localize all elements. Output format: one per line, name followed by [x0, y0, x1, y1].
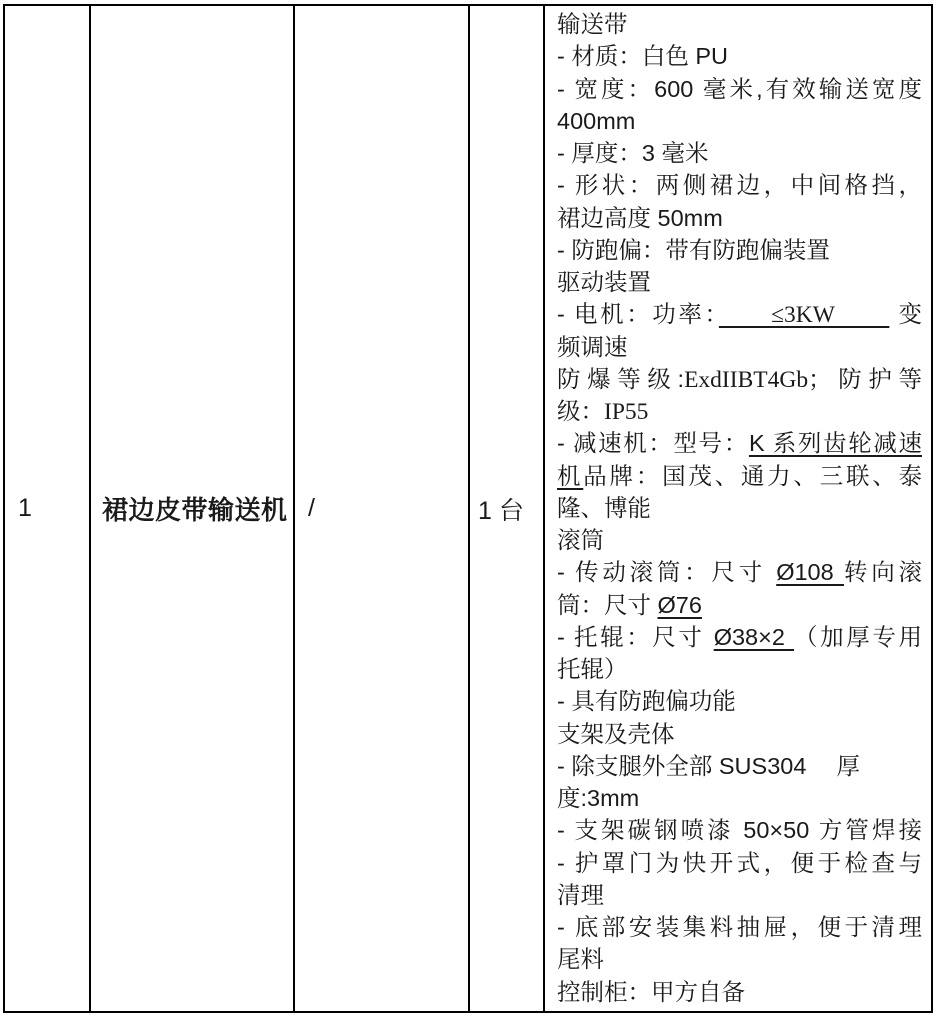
spec-line — [557, 589, 922, 621]
spec-text: 尾料 — [557, 946, 604, 973]
spec-line — [557, 169, 922, 201]
spec-line — [557, 202, 922, 234]
spec-text: - 形状：两侧裙边，中间格挡， — [557, 172, 922, 199]
spec-line — [557, 363, 922, 395]
spec-text: 滚筒 — [557, 527, 604, 553]
spec-line — [557, 73, 922, 105]
spec-line — [557, 879, 922, 911]
spec-text: - 防跑偏：带有防跑偏装置 — [557, 236, 830, 263]
spec-text: 清理 — [557, 881, 604, 908]
spec-text: 托辊） — [557, 656, 628, 682]
spec-text: 频调速 — [557, 333, 628, 360]
spec-text: 隆、博能 — [557, 494, 651, 521]
spec-line — [557, 943, 922, 975]
spec-text: 输送带 — [557, 11, 628, 37]
spec-line — [557, 105, 922, 137]
spec-text: 度:3mm — [557, 785, 640, 811]
equipment-spec-table — [3, 4, 933, 1013]
spec-line — [557, 814, 922, 846]
spec-text: 品牌：国茂、通力、三联、泰 — [583, 462, 922, 489]
spec-text: - 传动滚筒：尺寸 — [557, 559, 777, 586]
spec-text: 转向滚 — [843, 559, 922, 586]
spec-underlined-text: Ø76 — [657, 591, 702, 618]
spec-text: 防爆等级: — [557, 365, 685, 392]
spec-underlined-text: K 系列齿轮减速 — [748, 430, 922, 457]
spec-text: 筒：尺寸 — [557, 591, 658, 618]
spec-line — [557, 556, 922, 588]
model-value: / — [308, 494, 315, 522]
spec-text: 变 — [889, 301, 922, 328]
spec-text: - 支架碳钢喷漆 50×50 方管焊接 — [557, 817, 922, 844]
spec-text: - 减速机：型号： — [557, 430, 749, 457]
spec-line — [557, 40, 922, 72]
cell-model — [293, 6, 468, 1011]
spec-line — [557, 234, 922, 266]
quantity-value: 1 台 — [478, 496, 524, 525]
spec-line — [557, 266, 922, 298]
cell-item-number — [5, 6, 89, 1011]
spec-line — [557, 750, 922, 782]
spec-text: - 托辊：尺寸 — [557, 623, 714, 650]
spec-line — [557, 395, 922, 427]
spec-text: - 除支腿外全部 SUS304 厚 — [557, 752, 860, 779]
cell-quantity — [468, 6, 543, 1011]
spec-line — [557, 460, 922, 492]
spec-text: 400mm — [557, 107, 636, 134]
spec-text: 控制柜：甲方自备 — [557, 978, 745, 1005]
spec-line — [557, 718, 922, 750]
spec-line — [557, 331, 922, 363]
spec-text: 级： — [557, 398, 604, 424]
cell-equipment-name — [89, 6, 293, 1011]
spec-text: - 厚度：3 毫米 — [557, 140, 709, 166]
spec-underlined-text: ≤3KW — [718, 302, 890, 329]
spec-line — [557, 782, 922, 814]
spec-text: ；防护等 — [808, 365, 922, 392]
spec-text: ExdIIBT4Gb — [684, 366, 809, 393]
spec-text: - 电机：功率： — [557, 301, 719, 328]
spec-text: （加厚专用 — [794, 623, 922, 650]
spec-line — [557, 427, 922, 459]
spec-underlined-text: Ø38×2 — [713, 623, 795, 650]
spec-text: - 护罩门为快开式，便于检查与 — [557, 849, 922, 876]
spec-text: IP55 — [604, 399, 649, 425]
spec-line — [557, 137, 922, 169]
item-number: 1 — [18, 494, 32, 522]
spec-text: 支架及壳体 — [557, 720, 675, 747]
equipment-name: 裙边皮带输送机 — [102, 495, 288, 525]
spec-line — [557, 911, 922, 943]
spec-underlined-text: Ø108 — [776, 559, 844, 586]
spec-text: - 材质：白色 PU — [557, 43, 729, 70]
spec-text: - 具有防跑偏功能 — [557, 688, 736, 715]
spec-line — [557, 976, 922, 1008]
spec-line — [557, 621, 922, 653]
spec-line — [557, 685, 922, 717]
spec-line — [557, 492, 922, 524]
spec-line — [557, 653, 922, 685]
cell-specifications — [543, 6, 931, 1011]
spec-line — [557, 298, 922, 330]
spec-line — [557, 524, 922, 556]
spec-text: - 底部安装集料抽屉，便于清理 — [557, 914, 922, 940]
spec-text: - 宽度：600 毫米,有效输送宽度 — [557, 75, 922, 102]
spec-text: 驱动装置 — [557, 269, 651, 295]
spec-line — [557, 8, 922, 40]
spec-underlined-text: 机 — [557, 462, 584, 489]
spec-line — [557, 847, 922, 879]
spec-text: 裙边高度 50mm — [557, 204, 723, 231]
